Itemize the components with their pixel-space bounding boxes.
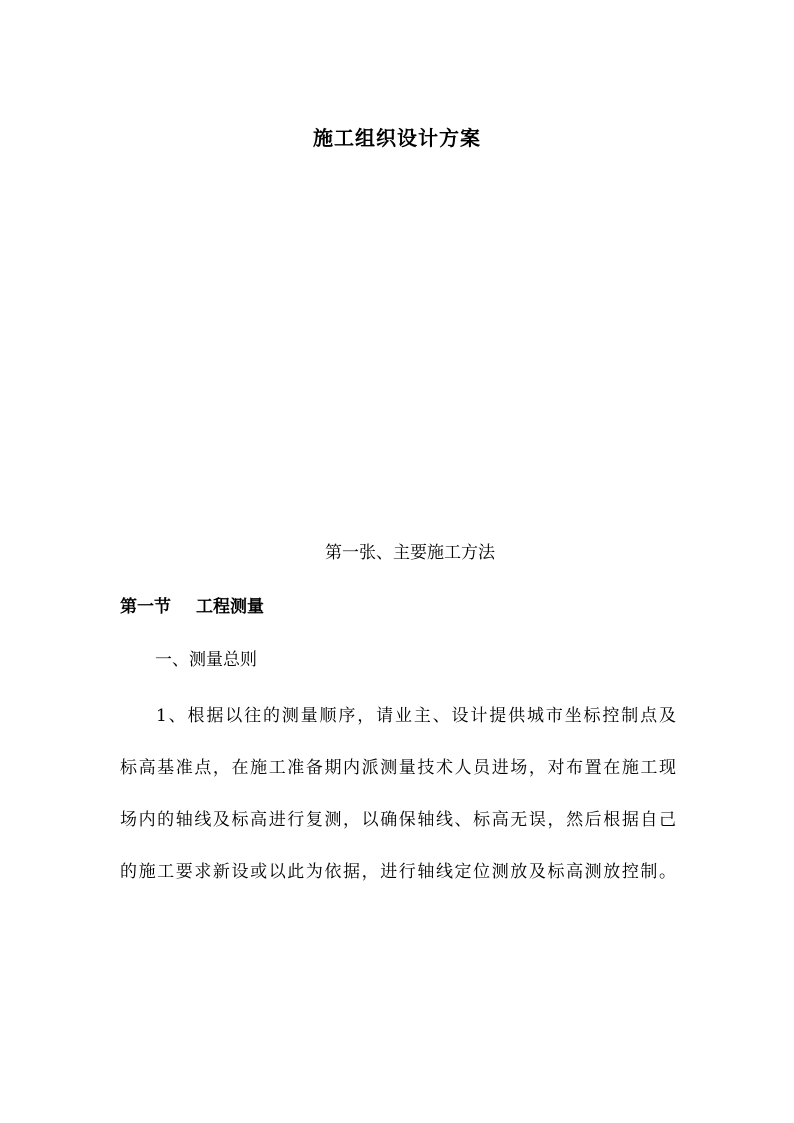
subsection-heading: 一、测量总则 xyxy=(155,650,257,670)
paragraph-line: 1、根据以往的测量顺序，请业主、设计提供城市坐标控制点及 xyxy=(156,706,676,726)
document-title: 施工组织设计方案 xyxy=(313,126,481,150)
paragraph-line: 标高基准点，在施工准备期内派测量技术人员进场，对布置在施工现 xyxy=(120,758,676,778)
paragraph-line: 的施工要求新设或以此为依据，进行轴线定位测放及标高测放控制。 xyxy=(120,862,676,882)
chapter-heading: 第一张、主要施工方法 xyxy=(325,543,495,563)
section-name: 工程测量 xyxy=(196,597,264,617)
section-heading xyxy=(120,592,264,617)
section-number: 第一节 xyxy=(120,597,171,617)
body-paragraph xyxy=(120,690,680,898)
paragraph-line: 场内的轴线及标高进行复测，以确保轴线、标高无误，然后根据自己 xyxy=(120,810,676,830)
